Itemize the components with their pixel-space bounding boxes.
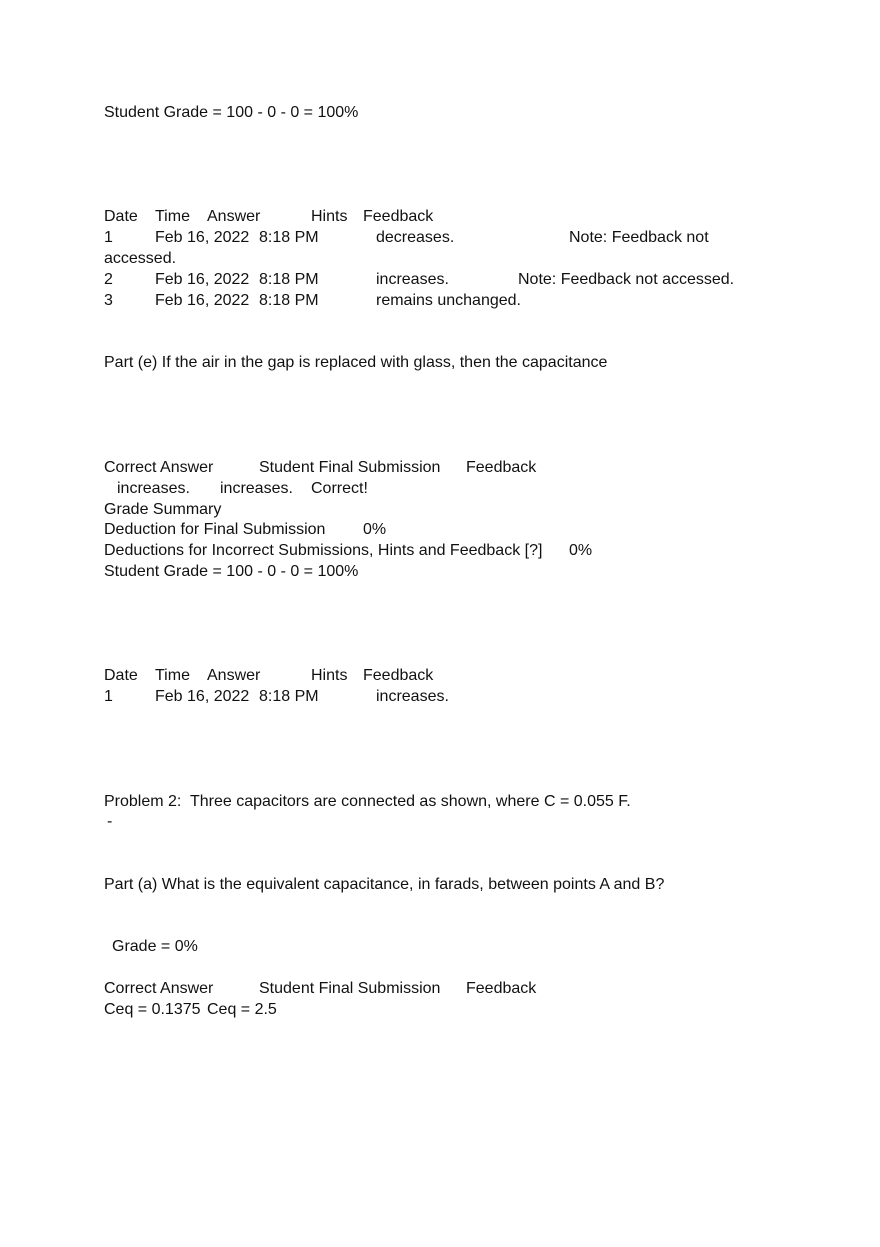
row-answer: remains unchanged. bbox=[376, 292, 521, 309]
header-correct-answer: Correct Answer bbox=[104, 459, 214, 476]
header-answer: Answer bbox=[207, 208, 261, 225]
row-number: 2 bbox=[104, 271, 113, 288]
row-feedback-wrap: accessed. bbox=[104, 250, 177, 267]
part-e-question: Part (e) If the air in the gap is replaced with glass, then the capacitance bbox=[104, 354, 608, 371]
header-time: Time bbox=[155, 208, 190, 225]
deduction-incorrect-value: 0% bbox=[569, 542, 593, 559]
header-student-final-submission: Student Final Submission bbox=[259, 980, 441, 997]
row-time: 8:18 PM bbox=[259, 271, 319, 288]
student-answer-value: Ceq = 2.5 bbox=[207, 1001, 277, 1018]
header-hints: Hints bbox=[311, 667, 348, 684]
header-feedback: Feedback bbox=[363, 667, 434, 684]
header-answer: Answer bbox=[207, 667, 261, 684]
header-feedback: Feedback bbox=[466, 459, 537, 476]
feedback-value: Correct! bbox=[311, 480, 368, 497]
row-time: 8:18 PM bbox=[259, 688, 319, 705]
row-answer: decreases. bbox=[376, 229, 455, 246]
student-grade-line: Student Grade = 100 - 0 - 0 = 100% bbox=[104, 563, 359, 580]
row-feedback: Note: Feedback not bbox=[569, 229, 709, 246]
row-number: 1 bbox=[104, 688, 113, 705]
row-date: Feb 16, 2022 bbox=[155, 271, 250, 288]
row-time: 8:18 PM bbox=[259, 229, 319, 246]
row-date: Feb 16, 2022 bbox=[155, 292, 250, 309]
deduction-final-label: Deduction for Final Submission bbox=[104, 521, 326, 538]
problem-2-dash: - bbox=[107, 813, 113, 830]
problem-2-statement: Problem 2: Three capacitors are connected as shown, where C = 0.055 F. bbox=[104, 793, 631, 810]
header-student-final-submission: Student Final Submission bbox=[259, 459, 441, 476]
row-feedback: Note: Feedback not accessed. bbox=[518, 271, 735, 288]
part-a-grade: Grade = 0% bbox=[112, 938, 198, 955]
header-hints: Hints bbox=[311, 208, 348, 225]
header-time: Time bbox=[155, 667, 190, 684]
row-answer: increases. bbox=[376, 271, 449, 288]
student-answer-value: increases. bbox=[220, 480, 293, 497]
row-answer: increases. bbox=[376, 688, 449, 705]
deduction-incorrect-label: Deductions for Incorrect Submissions, Hints and Feedback [?] bbox=[104, 542, 543, 559]
header-feedback: Feedback bbox=[363, 208, 434, 225]
row-date: Feb 16, 2022 bbox=[155, 688, 250, 705]
header-correct-answer: Correct Answer bbox=[104, 980, 214, 997]
part-a-question: Part (a) What is the equivalent capacitance, in farads, between points A and B? bbox=[104, 876, 665, 893]
header-feedback: Feedback bbox=[466, 980, 537, 997]
deduction-final-value: 0% bbox=[363, 521, 387, 538]
correct-answer-value: Ceq = 0.1375 bbox=[104, 1001, 201, 1018]
row-number: 3 bbox=[104, 292, 113, 309]
row-time: 8:18 PM bbox=[259, 292, 319, 309]
grade-summary-title: Grade Summary bbox=[104, 501, 222, 518]
row-date: Feb 16, 2022 bbox=[155, 229, 250, 246]
row-number: 1 bbox=[104, 229, 113, 246]
correct-answer-value: increases. bbox=[117, 480, 190, 497]
header-date: Date bbox=[104, 667, 138, 684]
student-grade-line: Student Grade = 100 - 0 - 0 = 100% bbox=[104, 104, 359, 121]
header-date: Date bbox=[104, 208, 138, 225]
